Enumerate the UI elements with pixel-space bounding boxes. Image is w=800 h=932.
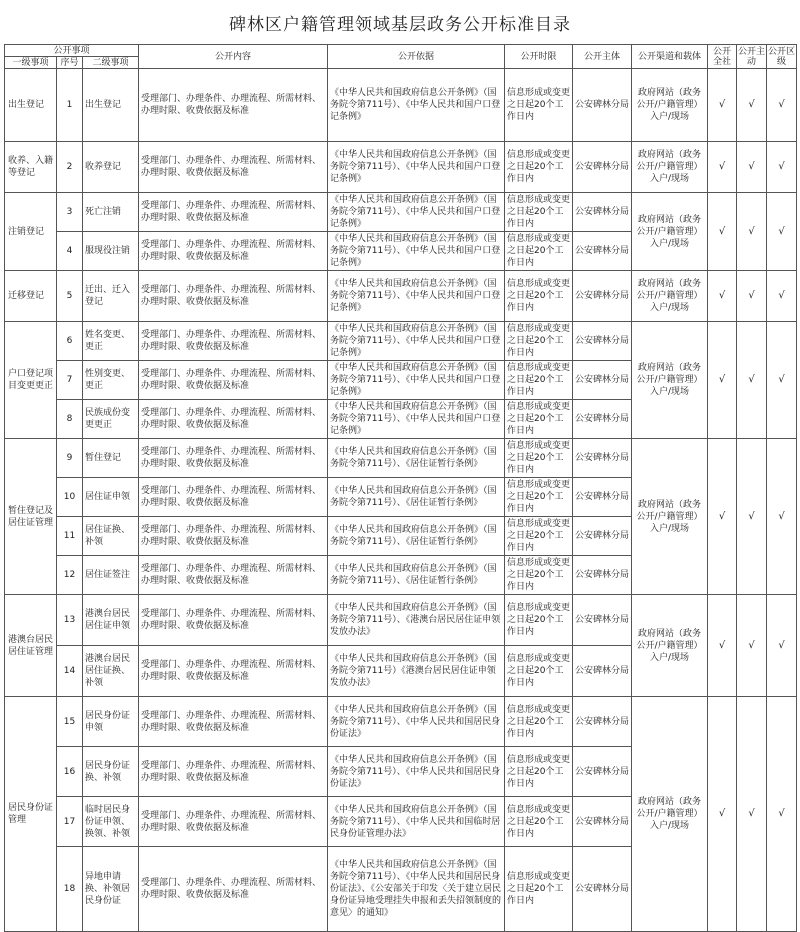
cell-subject: 公安碑林分局 (573, 847, 632, 932)
cell-seq: 4 (57, 232, 83, 271)
cell-basis: 《中华人民共和国政府信息公开条例》（国务院令第711号）、《中华人民共和国户口登记条例》 (328, 142, 505, 193)
check-region: √ (767, 271, 797, 322)
cell-seq: 11 (57, 517, 83, 556)
check-region: √ (767, 439, 797, 595)
cell-basis: 《中华人民共和国政府信息公开条例》（国务院令第711号）、《港澳台居民居住证申领发放办法》 (328, 595, 505, 646)
cell-level1: 暂住登记及居住证管理 (5, 439, 57, 595)
header-content: 公开内容 (139, 45, 328, 69)
cell-level2: 居民身份证申领 (83, 697, 139, 747)
cell-level2: 居住证申领 (83, 478, 139, 517)
check-region: √ (767, 697, 797, 932)
cell-channel: 政府网站（政务公开/户籍管理）入户/现场 (632, 595, 708, 697)
cell-time: 信息形成或变更之日起20个工作日内 (505, 271, 573, 322)
cell-content: 受理部门、办理条件、办理流程、所需材料、办理时限、收费依据及标准 (139, 595, 328, 646)
cell-content: 受理部门、办理条件、办理流程、所需材料、办理时限、收费依据及标准 (139, 697, 328, 747)
cell-subject: 公安碑林分局 (573, 747, 632, 797)
cell-level1: 港澳台居民居住证管理 (5, 595, 57, 697)
check-active: √ (737, 69, 767, 142)
cell-level2: 性别变更、更正 (83, 361, 139, 400)
cell-seq: 15 (57, 697, 83, 747)
header-time: 公开时限 (505, 45, 573, 69)
check-region: √ (767, 69, 797, 142)
cell-content: 受理部门、办理条件、办理流程、所需材料、办理时限、收费依据及标准 (139, 847, 328, 932)
header-subject: 公开主体 (573, 45, 632, 69)
cell-level2: 收养登记 (83, 142, 139, 193)
cell-time: 信息形成或变更之日起20个工作日内 (505, 400, 573, 439)
header-channel: 公开渠道和载体 (632, 45, 708, 69)
cell-channel: 政府网站（政务公开/户籍管理）入户/现场 (632, 69, 708, 142)
cell-time: 信息形成或变更之日起20个工作日内 (505, 142, 573, 193)
catalog-table (4, 44, 797, 932)
check-active: √ (737, 322, 767, 439)
cell-time: 信息形成或变更之日起20个工作日内 (505, 193, 573, 232)
cell-basis: 《中华人民共和国政府信息公开条例》（国务院令第711号）、《中华人民共和国户口登记条例》 (328, 232, 505, 271)
cell-basis: 《中华人民共和国政府信息公开条例》（国务院令第711号）、《中华人民共和国户口登记条例》 (328, 361, 505, 400)
table-row (5, 193, 797, 232)
cell-seq: 6 (57, 322, 83, 361)
cell-time: 信息形成或变更之日起20个工作日内 (505, 478, 573, 517)
cell-subject: 公安碑林分局 (573, 361, 632, 400)
cell-level2: 姓名变更、更正 (83, 322, 139, 361)
cell-content: 受理部门、办理条件、办理流程、所需材料、办理时限、收费依据及标准 (139, 517, 328, 556)
cell-level2: 死亡注销 (83, 193, 139, 232)
cell-seq: 16 (57, 747, 83, 797)
cell-level1: 出生登记 (5, 69, 57, 142)
cell-basis: 《中华人民共和国政府信息公开条例》（国务院令第711号）《港澳台居民居住证申领发放办法》 (328, 646, 505, 697)
check-active: √ (737, 439, 767, 595)
cell-time: 信息形成或变更之日起20个工作日内 (505, 439, 573, 478)
header-items-group: 公开事项 (5, 45, 139, 57)
cell-content: 受理部门、办理条件、办理流程、所需材料、办理时限、收费依据及标准 (139, 478, 328, 517)
cell-level1: 收养、入籍等登记 (5, 142, 57, 193)
cell-level2: 出生登记 (83, 69, 139, 142)
cell-level2: 暂住登记 (83, 439, 139, 478)
cell-content: 受理部门、办理条件、办理流程、所需材料、办理时限、收费依据及标准 (139, 69, 328, 142)
cell-channel: 政府网站（政务公开/户籍管理）入户/现场 (632, 271, 708, 322)
cell-subject: 公安碑林分局 (573, 400, 632, 439)
cell-content: 受理部门、办理条件、办理流程、所需材料、办理时限、收费依据及标准 (139, 439, 328, 478)
cell-level2: 港澳台居民居住证申领 (83, 595, 139, 646)
cell-basis: 《中华人民共和国政府信息公开条例》（国务院令第711号）、《居住证暂行条例》 (328, 556, 505, 595)
check-region: √ (767, 142, 797, 193)
cell-content: 受理部门、办理条件、办理流程、所需材料、办理时限、收费依据及标准 (139, 361, 328, 400)
cell-time: 信息形成或变更之日起20个工作日内 (505, 646, 573, 697)
check-region: √ (767, 322, 797, 439)
cell-seq: 7 (57, 361, 83, 400)
cell-content: 受理部门、办理条件、办理流程、所需材料、办理时限、收费依据及标准 (139, 142, 328, 193)
cell-basis: 《中华人民共和国政府信息公开条例》（国务院令第711号）、《中华人民共和国临时居民身份证管理办法》 (328, 797, 505, 847)
check-active: √ (737, 142, 767, 193)
cell-basis: 《中华人民共和国政府信息公开条例》（国务院令第711号）、《居住证暂行条例》 (328, 478, 505, 517)
cell-subject: 公安碑林分局 (573, 232, 632, 271)
check-active: √ (737, 595, 767, 697)
check-region: √ (767, 193, 797, 271)
cell-time: 信息形成或变更之日起20个工作日内 (505, 232, 573, 271)
cell-content: 受理部门、办理条件、办理流程、所需材料、办理时限、收费依据及标准 (139, 747, 328, 797)
cell-seq: 13 (57, 595, 83, 646)
table-row (5, 697, 797, 747)
cell-basis: 《中华人民共和国政府信息公开条例》（国务院令第711号）、《中华人民共和国户口登记条例》 (328, 69, 505, 142)
cell-subject: 公安碑林分局 (573, 646, 632, 697)
cell-subject: 公安碑林分局 (573, 517, 632, 556)
catalog-body (5, 69, 797, 932)
cell-content: 受理部门、办理条件、办理流程、所需材料、办理时限、收费依据及标准 (139, 646, 328, 697)
header-basis: 公开依据 (328, 45, 505, 69)
cell-seq: 2 (57, 142, 83, 193)
page-title: 碑林区户籍管理领域基层政务公开标准目录 (229, 15, 571, 35)
cell-seq: 10 (57, 478, 83, 517)
header-scope-all: 公开全社 (708, 45, 737, 69)
cell-subject: 公安碑林分局 (573, 69, 632, 142)
cell-subject: 公安碑林分局 (573, 797, 632, 847)
cell-seq: 17 (57, 797, 83, 847)
cell-channel: 政府网站（政务公开/户籍管理）入户/现场 (632, 697, 708, 932)
cell-level2: 居住证换、补领 (83, 517, 139, 556)
table-row (5, 322, 797, 361)
check-region: √ (767, 595, 797, 697)
cell-level1: 注销登记 (5, 193, 57, 271)
cell-basis: 《中华人民共和国政府信息公开条例》（国务院令第711号）、《中华人民共和国户口登记条例》 (328, 271, 505, 322)
cell-subject: 公安碑林分局 (573, 193, 632, 232)
cell-level2: 居民身份证换、补领 (83, 747, 139, 797)
cell-content: 受理部门、办理条件、办理流程、所需材料、办理时限、收费依据及标准 (139, 271, 328, 322)
header-level1: 一级事项 (5, 57, 57, 69)
cell-channel: 政府网站（政务公开/户籍管理）入户/现场 (632, 439, 708, 595)
table-row (5, 69, 797, 142)
cell-channel: 政府网站（政务公开/户籍管理）入户/现场 (632, 193, 708, 271)
cell-seq: 5 (57, 271, 83, 322)
cell-level2: 民族成份变更更正 (83, 400, 139, 439)
cell-level1: 居民身份证管理 (5, 697, 57, 932)
cell-level2: 临时居民身份证申领、换领、补领 (83, 797, 139, 847)
check-all: √ (708, 439, 737, 595)
check-active: √ (737, 697, 767, 932)
cell-time: 信息形成或变更之日起20个工作日内 (505, 697, 573, 747)
cell-seq: 14 (57, 646, 83, 697)
cell-subject: 公安碑林分局 (573, 142, 632, 193)
cell-seq: 12 (57, 556, 83, 595)
check-active: √ (737, 271, 767, 322)
cell-basis: 《中华人民共和国政府信息公开条例》（国务院令第711号）、《中华人民共和国居民身份证法》 (328, 697, 505, 747)
cell-time: 信息形成或变更之日起20个工作日内 (505, 517, 573, 556)
cell-level2: 居住证签注 (83, 556, 139, 595)
table-row (5, 142, 797, 193)
cell-time: 信息形成或变更之日起20个工作日内 (505, 556, 573, 595)
cell-level1: 户口登记项目变更更正 (5, 322, 57, 439)
cell-level1: 迁移登记 (5, 271, 57, 322)
cell-time: 信息形成或变更之日起20个工作日内 (505, 322, 573, 361)
cell-seq: 3 (57, 193, 83, 232)
table-row (5, 439, 797, 478)
cell-level2: 港澳台居民居住证换、补领 (83, 646, 139, 697)
cell-basis: 《中华人民共和国政府信息公开条例》（国务院令第711号）、《中华人民共和国户口登记条例》 (328, 400, 505, 439)
cell-subject: 公安碑林分局 (573, 697, 632, 747)
cell-level2: 服现役注销 (83, 232, 139, 271)
cell-basis: 《中华人民共和国政府信息公开条例》（国务院令第711号）、《居住证暂行条例》 (328, 439, 505, 478)
cell-time: 信息形成或变更之日起20个工作日内 (505, 595, 573, 646)
cell-basis: 《中华人民共和国政府信息公开条例》（国务院令第711号）、《中华人民共和国户口登记条例》 (328, 322, 505, 361)
check-active: √ (737, 193, 767, 271)
cell-content: 受理部门、办理条件、办理流程、所需材料、办理时限、收费依据及标准 (139, 556, 328, 595)
check-all: √ (708, 595, 737, 697)
cell-subject: 公安碑林分局 (573, 322, 632, 361)
table-row (5, 271, 797, 322)
cell-basis: 《中华人民共和国政府信息公开条例》（国务院令第711号）、《中华人民共和国居民身份证法》、《公安部关于印发〈关于建立居民身份证异地受理挂失申报和丢失招领制度的意见〉的通知》 (328, 847, 505, 932)
cell-subject: 公安碑林分局 (573, 478, 632, 517)
check-all: √ (708, 193, 737, 271)
cell-subject: 公安碑林分局 (573, 271, 632, 322)
cell-level2: 迁出、迁入登记 (83, 271, 139, 322)
cell-channel: 政府网站（政务公开/户籍管理）入户/现场 (632, 142, 708, 193)
cell-content: 受理部门、办理条件、办理流程、所需材料、办理时限、收费依据及标准 (139, 797, 328, 847)
cell-seq: 9 (57, 439, 83, 478)
cell-level2: 异地申请换、补领居民身份证 (83, 847, 139, 932)
check-all: √ (708, 697, 737, 932)
cell-seq: 18 (57, 847, 83, 932)
header-level2: 二级事项 (83, 57, 139, 69)
cell-time: 信息形成或变更之日起20个工作日内 (505, 747, 573, 797)
cell-time: 信息形成或变更之日起20个工作日内 (505, 797, 573, 847)
cell-time: 信息形成或变更之日起20个工作日内 (505, 69, 573, 142)
cell-time: 信息形成或变更之日起20个工作日内 (505, 361, 573, 400)
header-scope-region: 公开区级 (768, 46, 796, 67)
cell-content: 受理部门、办理条件、办理流程、所需材料、办理时限、收费依据及标准 (139, 193, 328, 232)
header-scope-active: 公开主动 (738, 46, 766, 67)
catalog-sheet (4, 6, 796, 932)
cell-subject: 公安碑林分局 (573, 595, 632, 646)
cell-basis: 《中华人民共和国政府信息公开条例》（国务院令第711号）、《中华人民共和国户口登记条例》 (328, 193, 505, 232)
check-all: √ (708, 271, 737, 322)
header-seq: 序号 (57, 57, 83, 69)
cell-content: 受理部门、办理条件、办理流程、所需材料、办理时限、收费依据及标准 (139, 400, 328, 439)
table-row (5, 595, 797, 646)
cell-channel: 政府网站（政务公开/户籍管理）入户/现场 (632, 322, 708, 439)
cell-content: 受理部门、办理条件、办理流程、所需材料、办理时限、收费依据及标准 (139, 322, 328, 361)
check-all: √ (708, 322, 737, 439)
check-all: √ (708, 142, 737, 193)
cell-seq: 8 (57, 400, 83, 439)
cell-subject: 公安碑林分局 (573, 556, 632, 595)
cell-time: 信息形成或变更之日起20个工作日内 (505, 847, 573, 932)
cell-content: 受理部门、办理条件、办理流程、所需材料、办理时限、收费依据及标准 (139, 232, 328, 271)
cell-basis: 《中华人民共和国政府信息公开条例》（国务院令第711号）、《中华人民共和国居民身份证法》 (328, 747, 505, 797)
check-all: √ (708, 69, 737, 142)
cell-basis: 《中华人民共和国政府信息公开条例》（国务院令第711号）、《居住证暂行条例》 (328, 517, 505, 556)
cell-seq: 1 (57, 69, 83, 142)
cell-subject: 公安碑林分局 (573, 439, 632, 478)
